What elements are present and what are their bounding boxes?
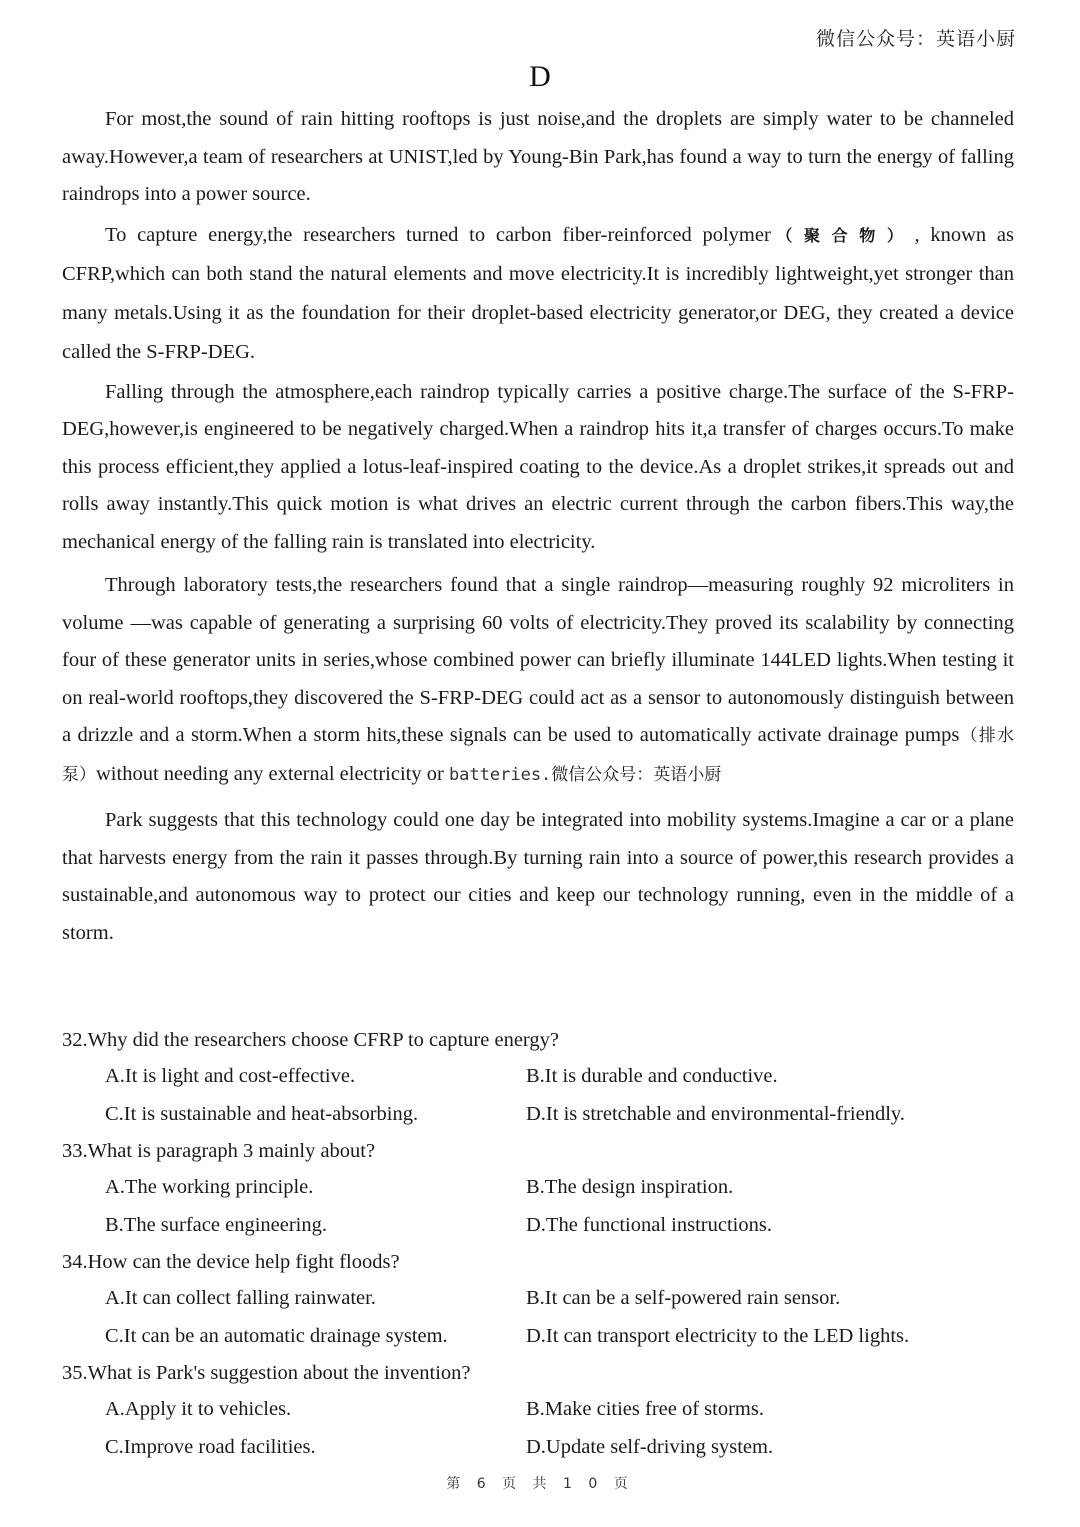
option-a[interactable]: A.It can collect falling rainwater. (105, 1287, 376, 1309)
questions-section (62, 1022, 1022, 1466)
option-row (62, 1169, 1022, 1207)
question-stem: 33.What is paragraph 3 mainly about? (62, 1140, 376, 1162)
question-stem: 34.How can the device help fight floods? (62, 1251, 400, 1273)
chinese-gloss-drainage-pumps: （排水泵） (62, 726, 1015, 785)
option-row (62, 1207, 1022, 1245)
question-stem: 35.What is Park's suggestion about the invention? (62, 1362, 471, 1384)
watermark-header: 微信公众号：英语小厨 (815, 28, 1016, 50)
paragraph-1: For most,the sound of rain hitting rooftops is just noise,and the droplets are simply water to be channeled away.However,a team of researchers at UNIST,led by Young-Bin Park,has found a way to turn the energy of falling raindrops into a power source. (62, 108, 1014, 205)
option-row (62, 1096, 1022, 1134)
option-a[interactable]: A.Apply it to vehicles. (105, 1398, 292, 1420)
option-d[interactable]: D.Update self-driving system. (526, 1435, 774, 1458)
question-34 (62, 1244, 1022, 1355)
question-stem: 32.Why did the researchers choose CFRP to capture energy? (62, 1029, 559, 1051)
option-d[interactable]: D.It is stretchable and environmental-friendly. (526, 1102, 905, 1125)
watermark-inline: 微信公众号：英语小厨 (551, 764, 722, 785)
paragraph-2-text-end: , known as CFRP,which can both stand the natural elements and move electricity.It is incredibly lightweight,yet stronger than many metals.Using it as the foundation for their droplet-based electricity generator,or DEG, they created a device called the S-FRP-DEG. (62, 223, 1014, 363)
option-row (62, 1391, 1022, 1429)
option-row (62, 1058, 1022, 1096)
paragraph-4-text-end: without needing any external electricity or (96, 762, 449, 785)
option-b[interactable]: B.It can be a self-powered rain sensor. (526, 1287, 841, 1309)
option-a[interactable]: A.The working principle. (105, 1176, 314, 1198)
option-row (62, 1318, 1022, 1356)
page-indicator: 第 6 页 共 1 0 页 (446, 1476, 634, 1492)
option-c[interactable]: C.It is sustainable and heat-absorbing. (105, 1102, 419, 1125)
option-b[interactable]: B.It is durable and conductive. (526, 1065, 778, 1087)
option-d[interactable]: D.The functional instructions. (526, 1213, 772, 1236)
option-a[interactable]: A.It is light and cost-effective. (105, 1065, 356, 1087)
option-b[interactable]: B.Make cities free of storms. (526, 1398, 764, 1420)
question-33 (62, 1133, 1022, 1244)
section-title: D (529, 60, 551, 93)
reading-passage (62, 101, 1014, 952)
paragraph-2-text-start: To capture energy,the researchers turned to carbon fiber-reinforced polymer (105, 223, 771, 246)
paragraph-5: Park suggests that this technology could one day be integrated into mobility systems.Imagine a car or a plane that harvests energy from the rain it passes through.By turning rain into a source of power,this research provides a sustainable,and autonomous way to protect our cities and keep our technology running, even in the middle of a storm. (62, 809, 1014, 944)
chinese-gloss-polymer: （聚合物） (770, 225, 915, 245)
paragraph-2 (62, 216, 1014, 372)
paragraph-4-tail: batteries. (448, 764, 552, 785)
option-c[interactable]: C.It can be an automatic drainage system. (105, 1324, 448, 1347)
question-32 (62, 1022, 1022, 1133)
option-c[interactable]: B.The surface engineering. (105, 1213, 327, 1236)
option-d[interactable]: D.It can transport electricity to the LED lights. (526, 1324, 910, 1347)
paragraph-3: Falling through the atmosphere,each raindrop typically carries a positive charge.The surface of the S-FRP-DEG,however,is engineered to be negatively charged.When a raindrop hits it,a transfer of charges occurs.To make this process efficient,they applied a lotus-leaf-inspired coating to the device.As a droplet strikes,it spreads out and rolls away instantly.This quick motion is what drives an electric current through the carbon fibers.This way,the mechanical energy of the falling rain is translated into electricity. (62, 380, 1014, 553)
option-b[interactable]: B.The design inspiration. (526, 1176, 734, 1198)
option-c[interactable]: C.Improve road facilities. (105, 1435, 316, 1458)
paragraph-4 (62, 567, 1014, 794)
paragraph-4-text-start: Through laboratory tests,the researchers found that a single raindrop—measuring roughly 92 microliters in volume —was capable of generating a surprising 60 volts of electricity.They proved its scalability by connecting four of these generator units in series,whose combined power can briefly illuminate 144LED lights.When testing it on real-world rooftops,they discovered the S-FRP-DEG could act as a sensor to autonomously distinguish between a drizzle and a storm.When a storm hits,these signals can be used to automatically activate drainage pumps (62, 574, 1014, 746)
option-row (62, 1429, 1022, 1467)
option-row (62, 1280, 1022, 1318)
question-35 (62, 1355, 1022, 1466)
